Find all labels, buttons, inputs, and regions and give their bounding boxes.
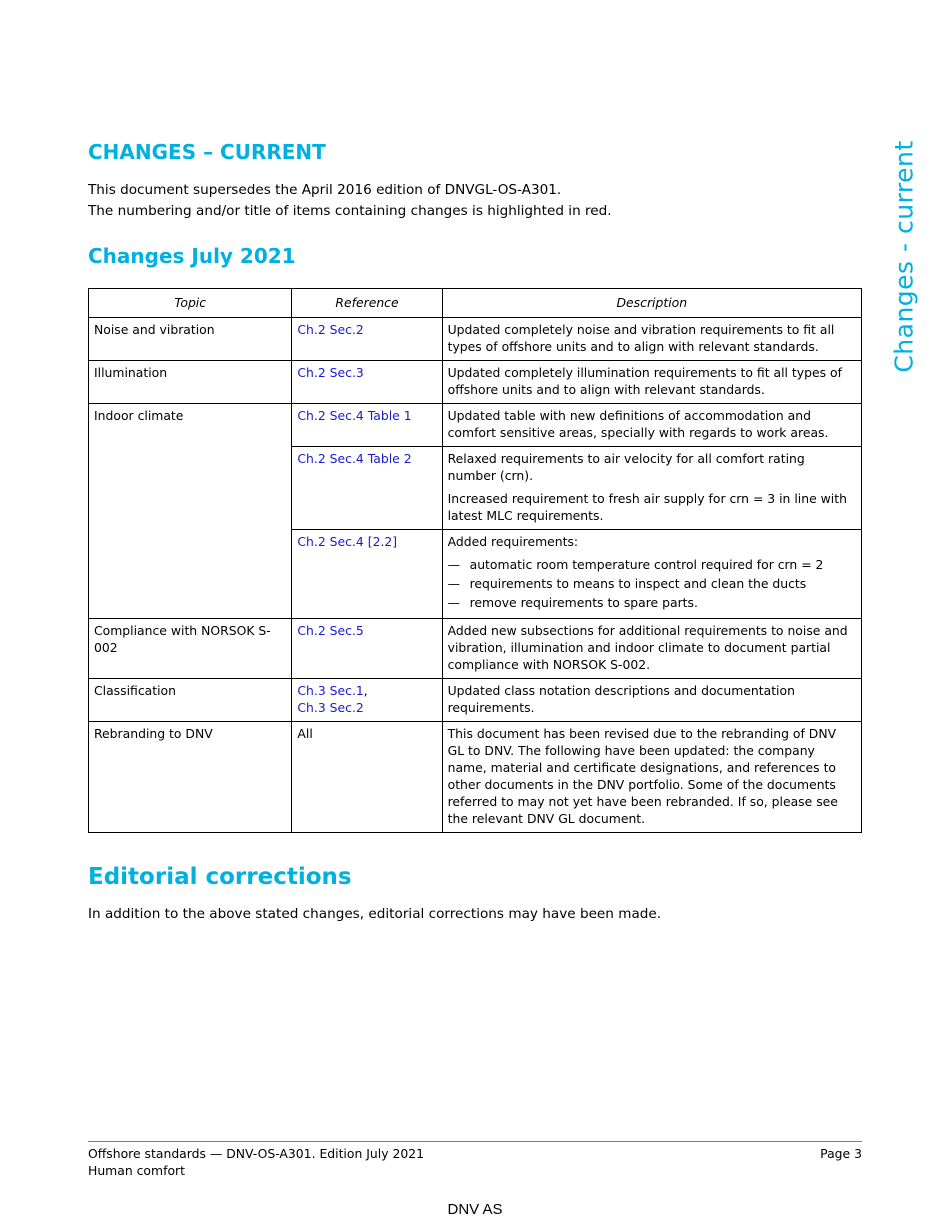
list-item: — automatic room temperature control required for crn = 2 [448,556,856,573]
reference-link[interactable]: Ch.2 Sec.4 Table 2 [297,451,412,466]
list-item: — remove requirements to spare parts. [448,594,856,611]
company-name: DNV AS [447,1201,503,1218]
table-row [89,318,862,361]
reference-cell [292,361,442,404]
description-paragraph: Increased requirement to fresh air supply for crn = 3 in line with latest MLC requirements. [447,491,847,523]
topic-cell: Illumination [89,361,292,404]
description-cell: Updated class notation descriptions and documentation requirements. [442,679,861,722]
footer-document-title: Offshore standards — DNV-OS-A301. Edition July 2021 [88,1146,425,1161]
reference-cell: All [292,722,442,833]
topic-cell: Noise and vibration [89,318,292,361]
reference-link[interactable]: Ch.2 Sec.5 [297,623,364,638]
table-row [89,722,862,833]
footer-document-info [88,1145,424,1179]
side-title [880,140,928,372]
column-header-reference: Reference [292,289,442,318]
intro-text [88,180,612,222]
reference-link[interactable]: Ch.2 Sec.4 [2.2] [297,534,398,549]
topic-cell: Classification [89,679,292,722]
column-header-topic: Topic [89,289,292,318]
reference-link[interactable]: Ch.2 Sec.4 Table 1 [297,408,412,423]
topic-cell: Rebranding to DNV [89,722,292,833]
reference-cell [292,530,442,619]
table-row [89,679,862,722]
footer-document-subtitle: Human comfort [88,1163,185,1178]
intro-line-highlight: The numbering and/or title of items containing changes is highlighted in red. [88,203,612,219]
description-cell: Updated table with new definitions of accommodation and comfort sensitive areas, specially with regards to work areas. [442,404,861,447]
reference-cell [292,619,442,679]
page-number: Page 3 [820,1146,862,1161]
reference-cell [292,447,442,530]
footer-divider [88,1141,862,1142]
reference-cell [292,318,442,361]
list-item: — requirements to means to inspect and clean the ducts [448,575,856,592]
page-title: CHANGES – CURRENT [88,140,326,164]
column-header-description: Description [442,289,861,318]
description-cell: Updated completely noise and vibration requirements to fit all types of offshore units and to align with relevant standards. [442,318,861,361]
changes-table [88,288,862,833]
description-intro: Added requirements: [447,534,579,549]
reference-link[interactable]: Ch.2 Sec.3 [297,365,364,380]
description-paragraph: Relaxed requirements to air velocity for all comfort rating number (crn). [447,451,805,483]
requirements-list [448,556,856,611]
reference-separator: , [363,683,368,698]
description-cell [442,530,861,619]
reference-cell [292,404,442,447]
topic-cell: Indoor climate [89,404,292,619]
side-title-text: Changes - current [889,139,919,373]
description-cell: This document has been revised due to the rebranding of DNV GL to DNV. The following have been updated: the company name, material and certificate designations, and references to other documents in the DNV portfolio. Some of the documents referred to may not yet have been rebranded. If so, please see the relevant DNV GL document. [442,722,861,833]
table-row [89,404,862,447]
reference-cell [292,679,442,722]
description-cell: Updated completely illumination requirements to fit all types of offshore units and to align with relevant standards. [442,361,861,404]
table-row [89,361,862,404]
reference-link[interactable]: Ch.3 Sec.1 [297,683,364,698]
intro-line-supersedes: This document supersedes the April 2016 edition of DNVGL-OS-A301. [88,182,562,198]
topic-cell: Compliance with NORSOK S-002 [89,619,292,679]
table-row [89,619,862,679]
reference-link[interactable]: Ch.2 Sec.2 [297,322,364,337]
table-header-row [89,289,862,318]
reference-link[interactable]: Ch.3 Sec.2 [297,700,364,715]
changes-section-title: Changes July 2021 [88,244,296,268]
description-cell [442,447,861,530]
editorial-text: In addition to the above stated changes, editorial corrections may have been made. [88,906,662,922]
description-cell: Added new subsections for additional requirements to noise and vibration, illumination and indoor climate to document partial compliance with NORSOK S-002. [442,619,861,679]
editorial-section-title: Editorial corrections [88,864,352,890]
